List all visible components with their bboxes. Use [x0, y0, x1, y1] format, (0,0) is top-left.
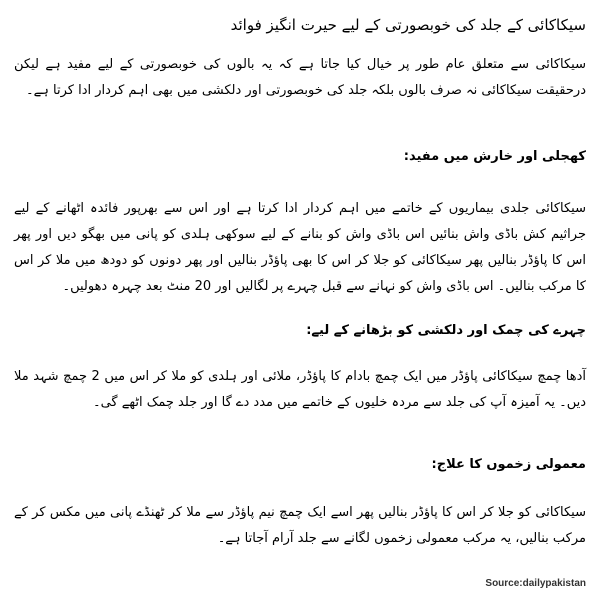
section-body-glow: آدھا چمچ سیکاکائی پاؤڈر میں ایک چمچ بادام کا پاؤڈر، ملائی اور ہلدی کو ملا کر اس میں 2 چمچ شہد ملا دیں۔ یہ آمیزہ آپ کی جلد سے مردہ خلیوں کے خاتمے میں مدد دے گا اور جلد چمک اٹھے گی۔ [14, 369, 586, 410]
section-heading-itch: کھجلی اور خارش میں مفید: [403, 149, 586, 164]
article-title: سیکاکائی کے جلد کی خوبصورتی کے لیے حیرت انگیز فوائد [230, 16, 586, 34]
section-heading-glow: چہرے کی چمک اور دلکشی کو بڑھانے کے لیے: [306, 323, 586, 338]
source-credit: Source:dailypakistan [485, 578, 586, 589]
intro-paragraph: سیکاکائی سے متعلق عام طور پر خیال کیا جاتا ہے کہ یہ بالوں کی خوبصورتی کے لیے مفید ہے لیکن درحقیقت سیکاکائی نہ صرف بالوں بلکہ جلد کی خوبصورتی اور دلکشی میں بھی اہم کردار ادا کرتا ہے۔ [14, 57, 586, 98]
section-heading-wounds: معمولی زخموں کا علاج: [431, 457, 586, 472]
section-body-itch: سیکاکائی جلدی بیماریوں کے خاتمے میں اہم کردار ادا کرتا ہے اور اس سے بھرپور فائدہ اٹھانے کے لیے جراثیم کش باڈی واش بنائیں اس باڈی واش کو بنانے کے لیے سوکھی ہلدی کو پانی میں بھگو دیں اور پھر اس کا پاؤڈر بنالیں پھر سیکاکائی کو جلا کر اس کا بھی پاؤڈر بنالیں اور پھر دونوں کو دودھ میں ملا کر اس کا مرکب بنالیں۔ اس باڈی واش کو نہانے سے قبل چہرے پر لگالیں اور 20 منٹ بعد چہرہ دھولیں۔ [14, 201, 586, 294]
section-body-wounds: سیکاکائی کو جلا کر اس کا پاؤڈر بنالیں پھر اسے ایک چمچ نیم پاؤڈر سے ملا کر ٹھنڈے پانی میں مکس کر کے مرکب بنالیں، یہ مرکب معمولی زخموں لگانے سے جلد آرام آجاتا ہے۔ [14, 505, 586, 546]
